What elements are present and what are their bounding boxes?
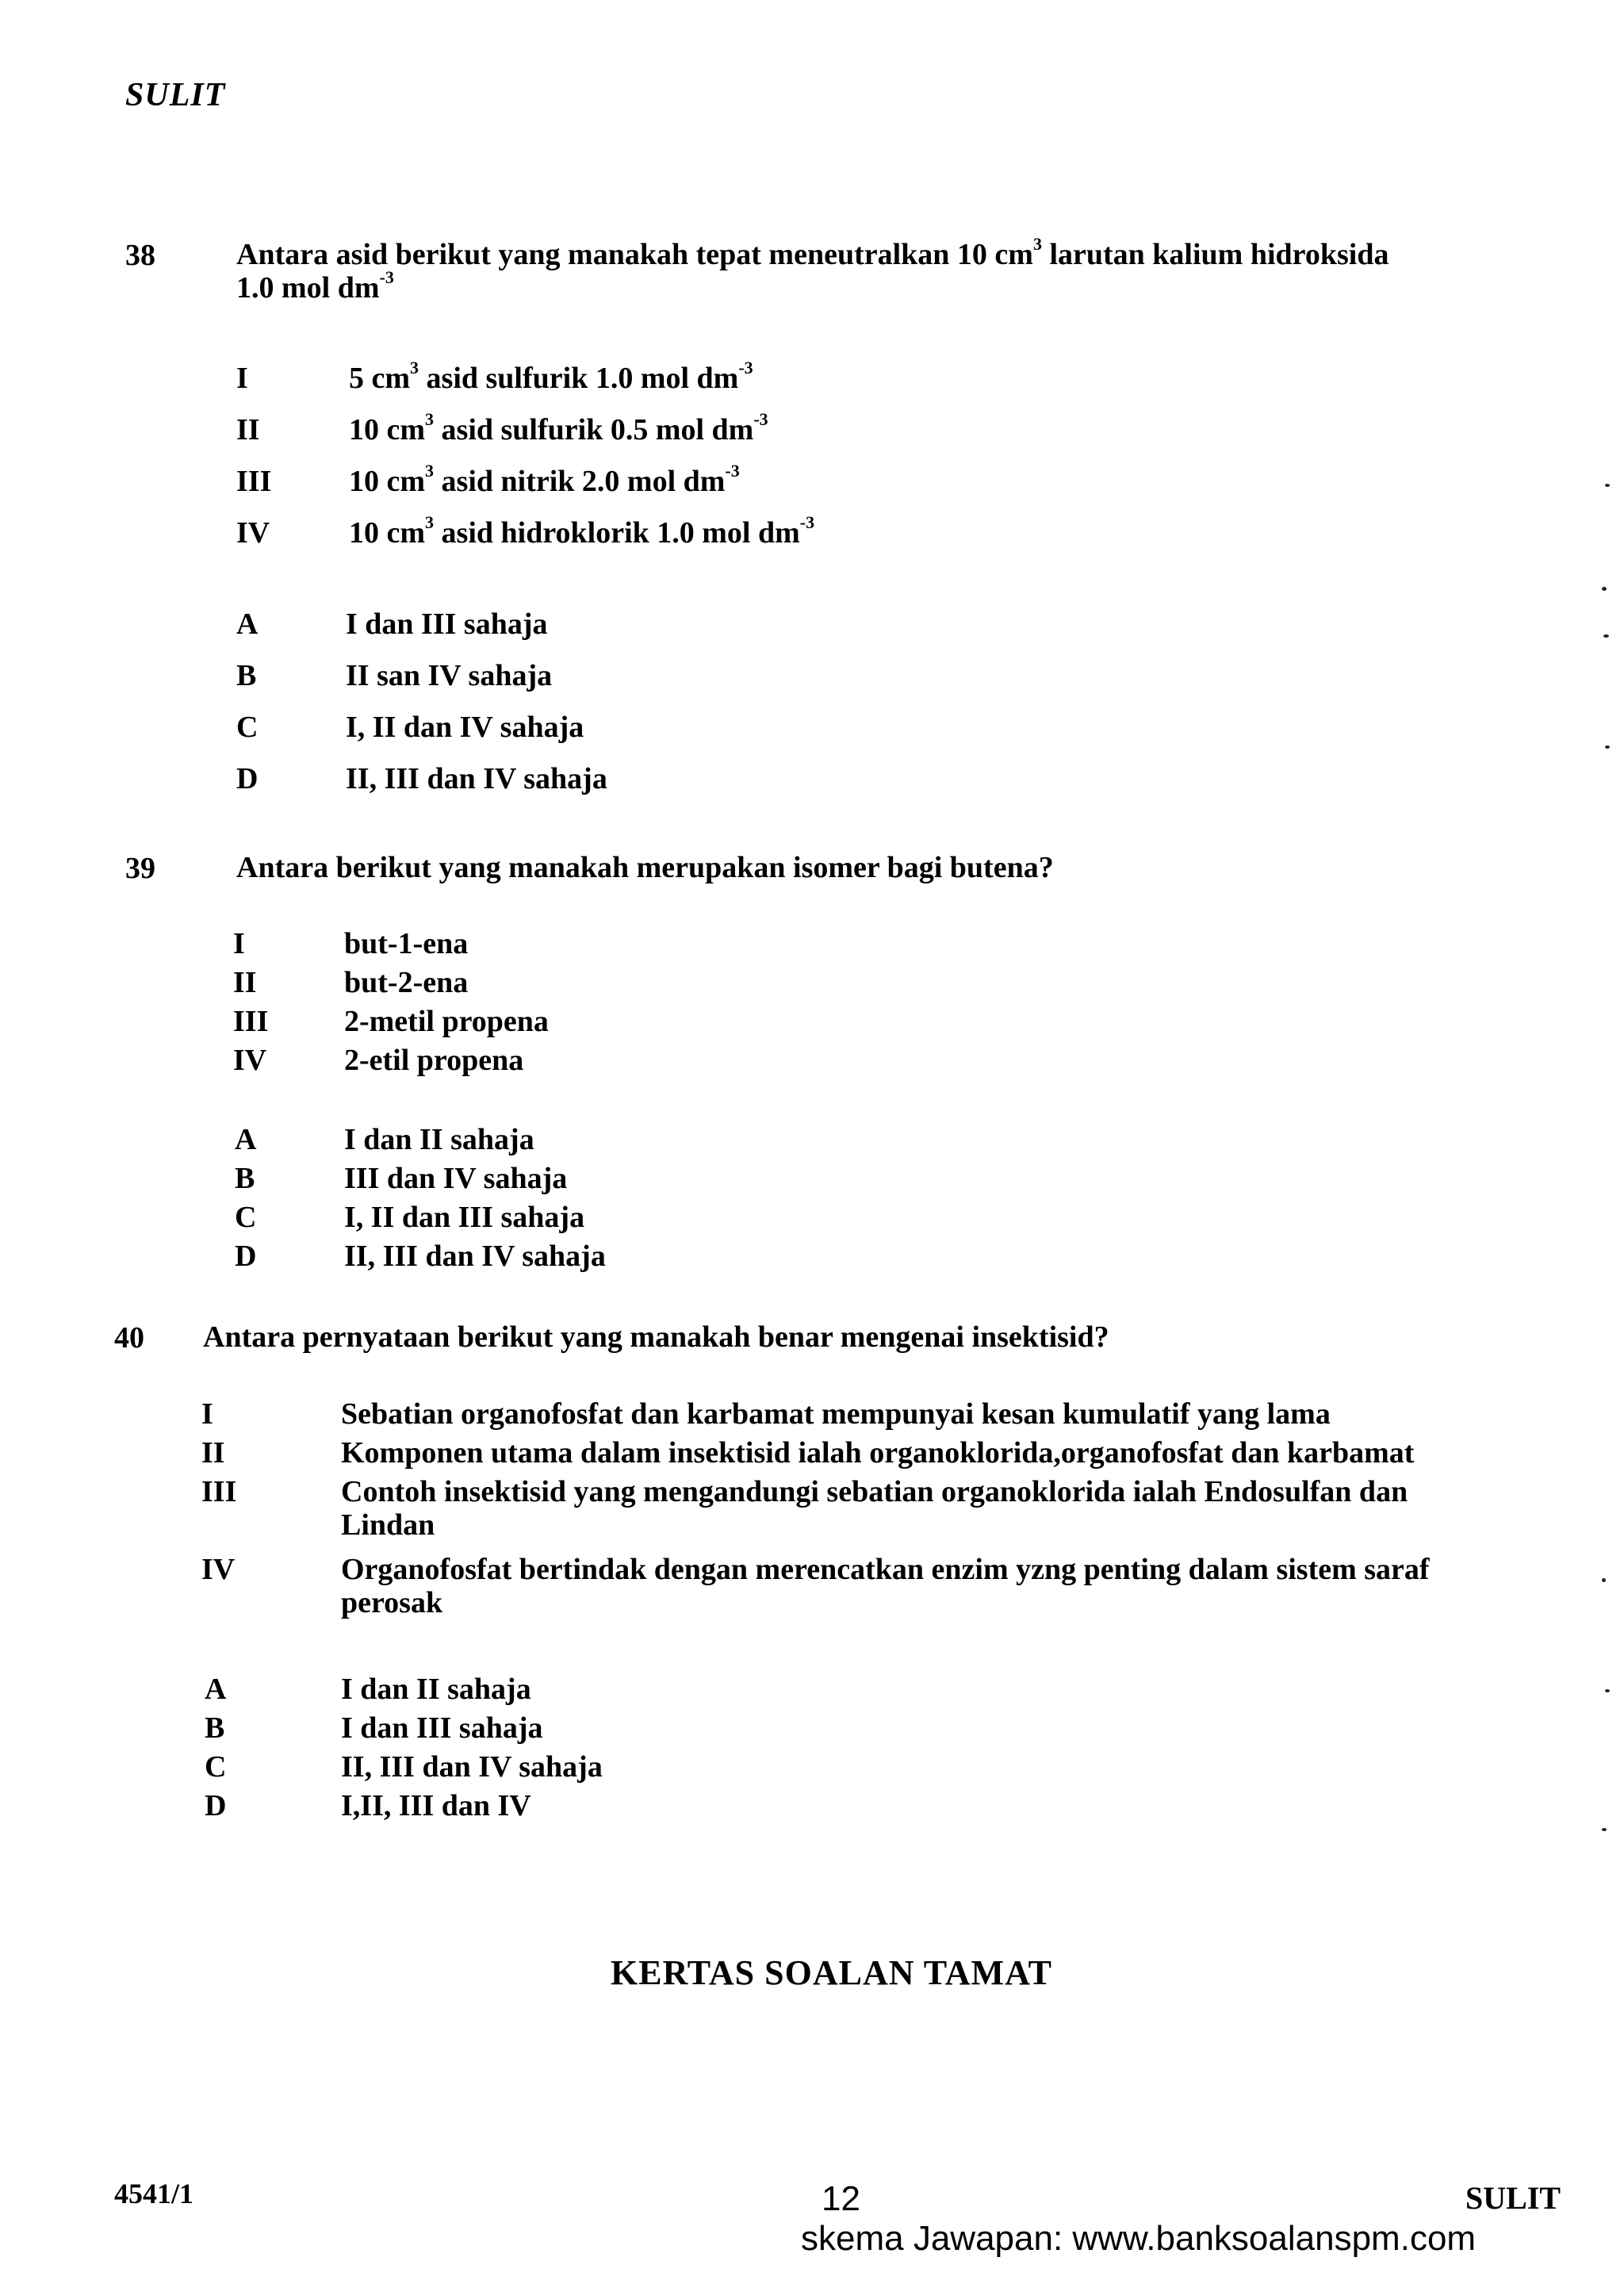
question-40-statement: III Contoh insektisid yang mengandungi sebatian organoklorida ialah Endosulfan dan Lindan (201, 1475, 1408, 1542)
question-38-number: 38 (125, 239, 155, 272)
scan-speck (1603, 634, 1609, 638)
scan-speck (1602, 1828, 1607, 1831)
question-38-statement: I 5 $cm^3$ asid sulfurik 1.0 mol $dm^{-3}$ (236, 358, 753, 395)
question-40-option-c[interactable]: C II, III dan IV sahaja (205, 1750, 603, 1784)
question-39-option-c[interactable]: C I, II dan III sahaja (235, 1201, 585, 1234)
question-40-statement: IV Organofosfat bertindak dengan merencatkan enzim yzng penting dalam sistem saraf perosak (201, 1553, 1430, 1619)
scan-speck (1605, 484, 1610, 487)
scan-speck (1602, 587, 1607, 591)
footer-paper-code: 4541/1 (114, 2178, 194, 2209)
question-38-option-d[interactable]: D II, III dan IV sahaja (236, 762, 607, 795)
question-39-option-a[interactable]: A I dan II sahaja (235, 1123, 534, 1156)
question-39-statement: IV 2-etil propena (233, 1044, 524, 1077)
question-39-statement: I but-1-ena (233, 927, 469, 960)
scan-speck (1602, 1578, 1606, 1582)
footer-watermark: skema Jawapan: www.banksoalanspm.com (801, 2219, 1477, 2258)
question-39-option-b[interactable]: B III dan IV sahaja (235, 1162, 568, 1195)
question-39-statement: III 2-metil propena (233, 1005, 549, 1038)
footer-page-number: 12 (822, 2179, 860, 2218)
question-40-option-b[interactable]: B I dan III sahaja (205, 1711, 543, 1745)
question-38-stem-line-2: 1.0 mol $dm^{-3}$ (236, 267, 394, 305)
question-39-stem: Antara berikut yang manakah merupakan isomer bagi butena? (236, 851, 1054, 884)
footer-classification: SULIT (1465, 2180, 1561, 2216)
question-38-statement: IV 10 $cm^3$ asid hidroklorik 1.0 mol $dm^{-3}$ (236, 512, 815, 550)
question-38-option-a[interactable]: A I dan III sahaja (236, 607, 548, 641)
question-40-statement: II Komponen utama dalam insektisid ialah organoklorida,organofosfat dan karbamat (201, 1436, 1415, 1470)
question-40-option-d[interactable]: D I,II, III dan IV (205, 1789, 531, 1822)
question-38-statement: II 10 $cm^3$ asid sulfurik 0.5 mol $dm^{-3}$ (236, 409, 768, 446)
question-39-number: 39 (125, 852, 155, 885)
question-40-number: 40 (114, 1321, 144, 1355)
question-40-statement: I Sebatian organofosfat dan karbamat mempunyai kesan kumulatif yang lama (201, 1397, 1331, 1431)
question-39-statement: II but-2-ena (233, 966, 469, 999)
question-40-stem: Antara pernyataan berikut yang manakah benar mengenai insektisid? (203, 1320, 1109, 1354)
question-39-option-d[interactable]: D II, III dan IV sahaja (235, 1240, 606, 1273)
question-40-option-a[interactable]: A I dan II sahaja (205, 1673, 531, 1706)
question-38-stem (236, 234, 1389, 305)
question-38-option-c[interactable]: C I, II dan IV sahaja (236, 711, 584, 744)
question-38-option-b[interactable]: B II san IV sahaja (236, 659, 553, 692)
scan-speck (1605, 1689, 1610, 1692)
question-38-stem-line-1: Antara asid berikut yang manakah tepat meneutralkan 10 $cm^3$ larutan kalium hidroksida (236, 234, 1389, 271)
header-classification: SULIT (125, 77, 226, 113)
question-38-statement: III 10 $cm^3$ asid nitrik 2.0 mol $dm^{-3}$ (236, 461, 740, 498)
end-of-paper-title: KERTAS SOALAN TAMAT (611, 1953, 1052, 1992)
scan-speck (1605, 745, 1610, 749)
